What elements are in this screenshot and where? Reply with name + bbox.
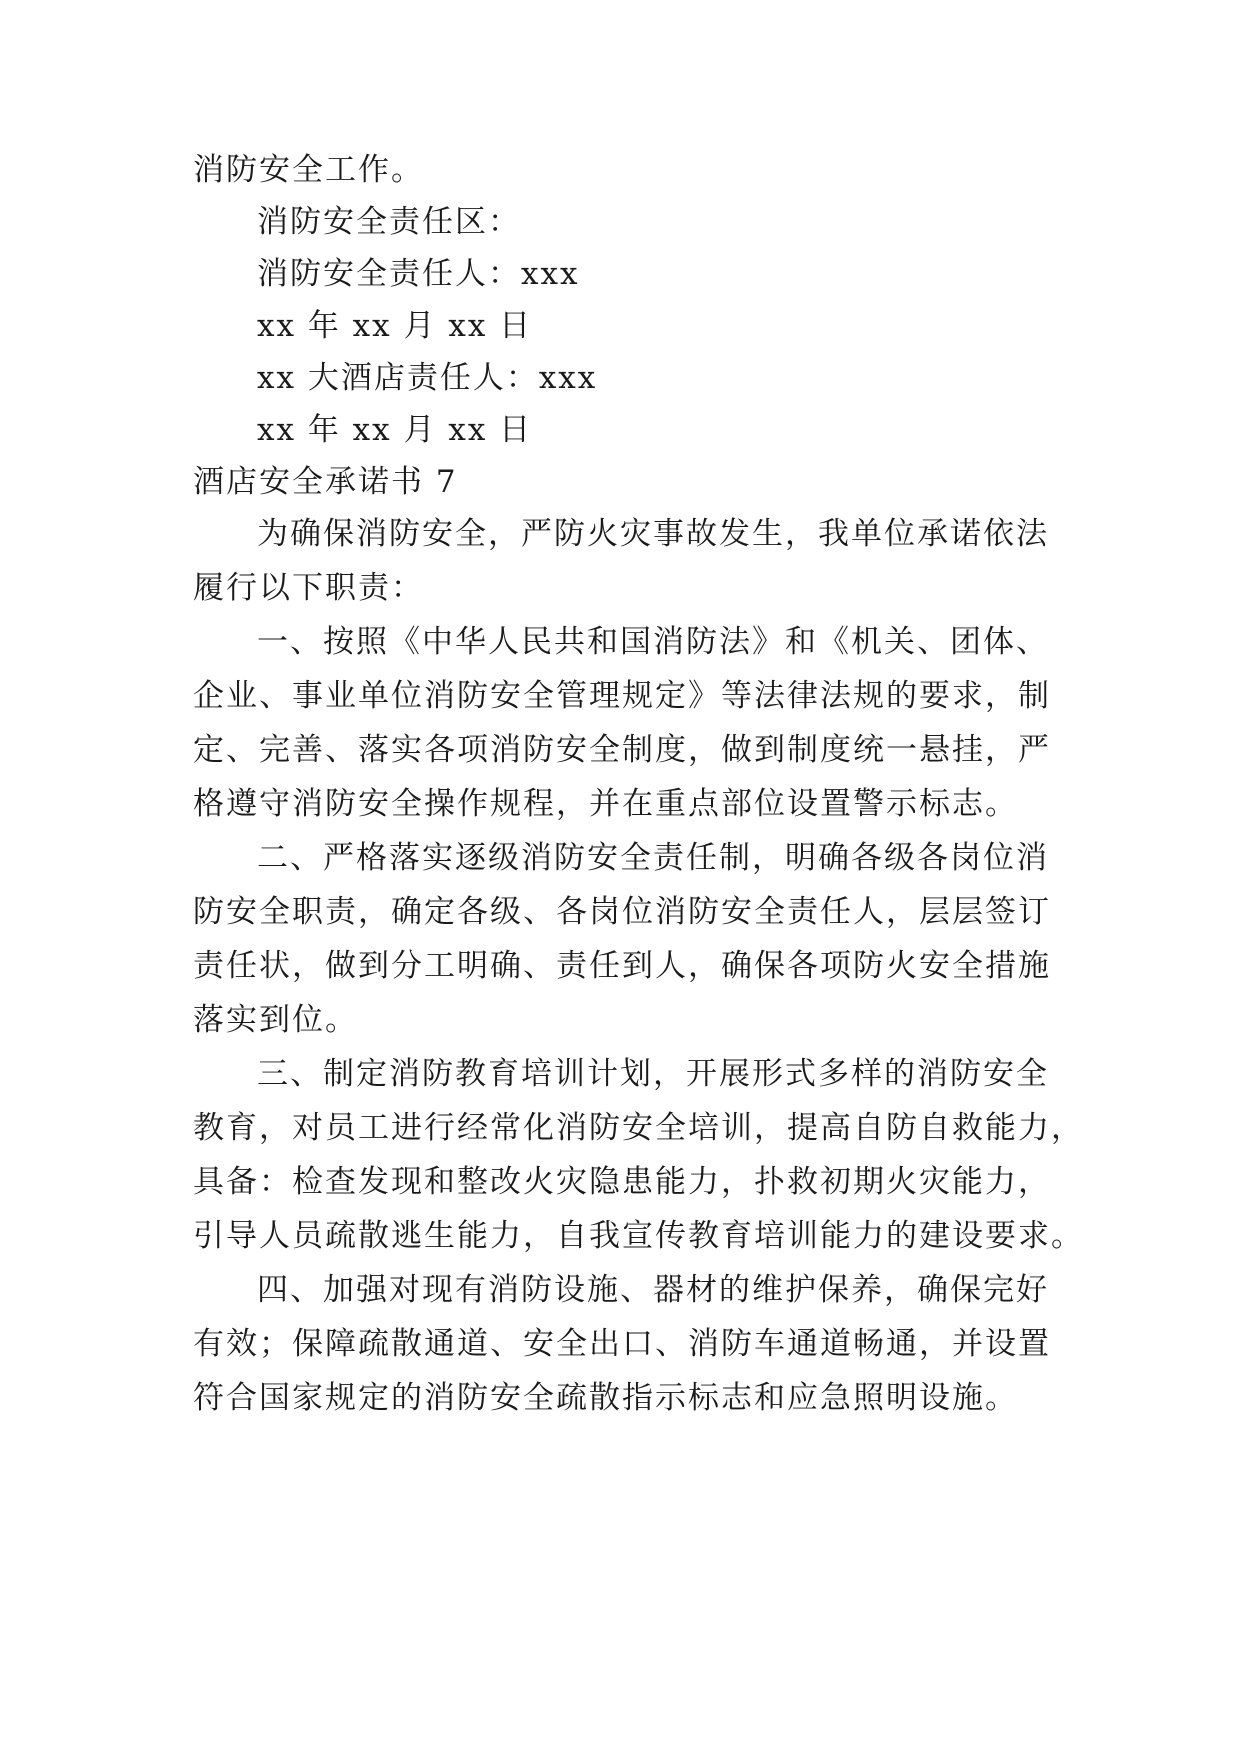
text-line: 定、完善、落实各项消防安全制度，做到制度统一悬挂，严 [193,732,1051,768]
text-line: 具备：检查发现和整改火灾隐患能力，扑救初期火灾能力， [193,1164,1051,1200]
text-line: 引导人员疏散逃生能力，自我宣传教育培训能力的建设要求。 [193,1218,1084,1254]
text-line: xx 大酒店责任人：xxx [257,360,598,396]
text-line: 履行以下职责： [193,570,424,606]
text-line: 企业、事业单位消防安全管理规定》等法律法规的要求，制 [193,678,1051,714]
text-line: 三、制定消防教育培训计划，开展形式多样的消防安全 [257,1056,1049,1092]
text-line: 教育，对员工进行经常化消防安全培训，提高自防自救能力， [193,1110,1084,1146]
text-line: 符合国家规定的消防安全疏散指示标志和应急照明设施。 [193,1380,1018,1416]
text-line: xx 年 xx 月 xx 日 [257,308,533,344]
text-line: 二、严格落实逐级消防安全责任制，明确各级各岗位消 [257,840,1049,876]
text-line: 消防安全工作。 [193,152,424,188]
text-line: 四、加强对现有消防设施、器材的维护保养，确保完好 [257,1272,1049,1308]
text-line: 有效；保障疏散通道、安全出口、消防车通道畅通，并设置 [193,1326,1051,1362]
text-line: 消防安全责任人：xxx [257,256,580,292]
text-line: 一、按照《中华人民共和国消防法》和《机关、团体、 [257,624,1049,660]
text-line: xx 年 xx 月 xx 日 [257,412,533,448]
text-line: 格遵守消防安全操作规程，并在重点部位设置警示标志。 [193,786,1018,822]
text-line: 落实到位。 [193,1002,358,1038]
text-line: 责任状，做到分工明确、责任到人，确保各项防火安全措施 [193,948,1051,984]
text-line: 防安全职责，确定各级、各岗位消防安全责任人，层层签订 [193,894,1051,930]
text-line: 消防安全责任区： [257,204,521,240]
text-line: 为确保消防安全，严防火灾事故发生，我单位承诺依法 [257,516,1049,552]
section-heading: 酒店安全承诺书 7 [193,464,458,500]
